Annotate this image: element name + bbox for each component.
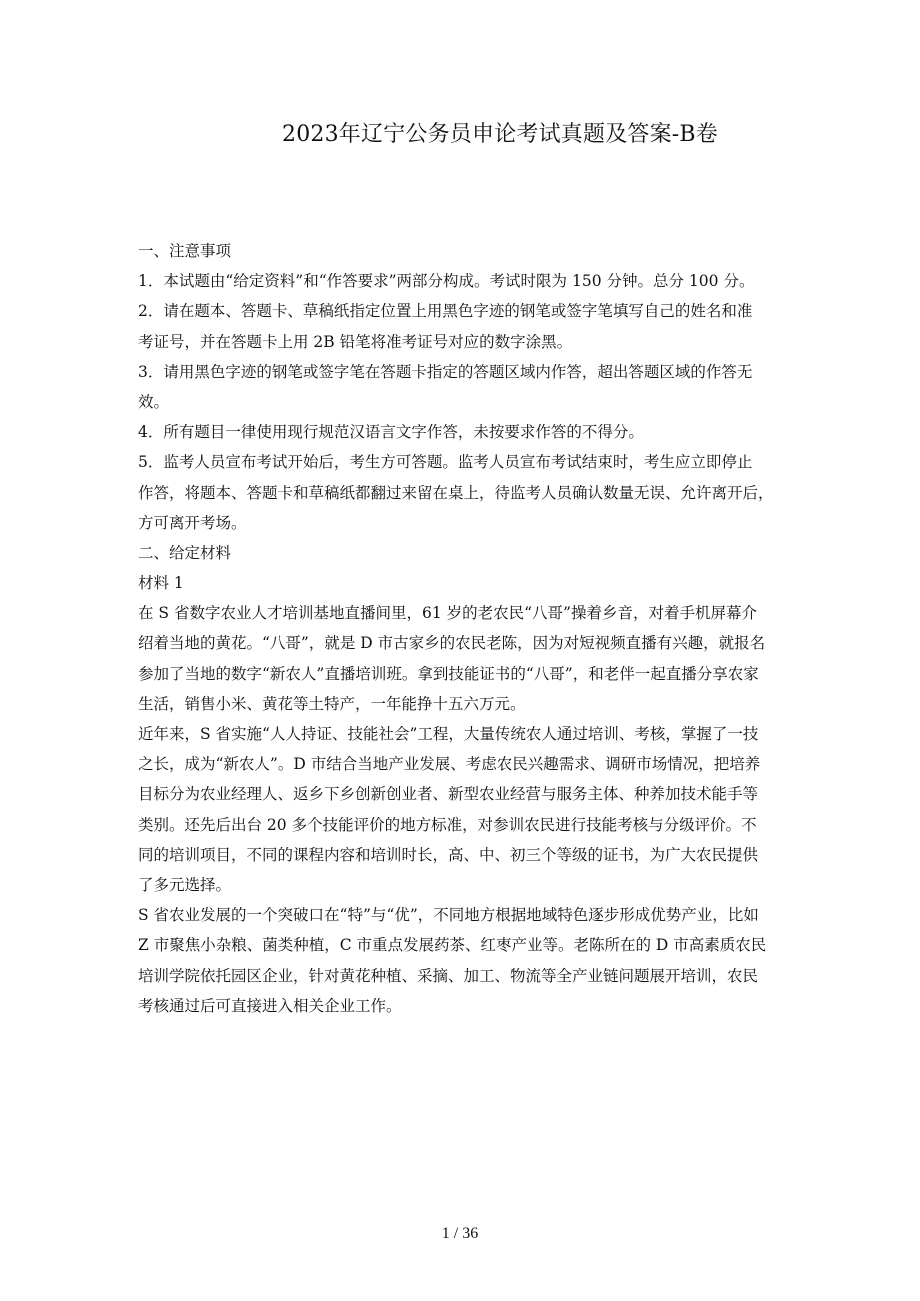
paragraph-line: 目标分为农业经理人、返乡下乡创新创业者、新型农业经营与服务主体、种养加技术能手等 [138,785,759,804]
section-heading: 一、注意事项 [138,242,232,260]
paragraph-line: 类别。还先后出台 20 多个技能评价的地方标准，对参训农民进行技能考核与分级评价。不 [138,815,757,834]
paragraph-line: Z 市聚焦小杂粮、菌类种植，C 市重点发展药茶、红枣产业等。老陈所在的 D 市高素质农民 [138,936,767,955]
notice-item: 2．请在题本、答题卡、草稿纸指定位置上用黑色字迹的钢笔或签字笔填写自己的姓名和准 [138,302,753,321]
material-label: 材料 1 [138,574,184,593]
paragraph-line: 绍着当地的黄花。“八哥”，就是 D 市古家乡的农民老陈，因为对短视频直播有兴趣，就报名 [138,634,766,653]
paragraph-line: 在 S 省数字农业人才培训基地直播间里，61 岁的老农民“八哥”操着乡音，对着手机屏幕介 [138,604,757,623]
notice-item-continuation: 考证号，并在答题卡上用 2B 铅笔将准考证号对应的数字涂黑。 [138,332,573,351]
notice-item: 5．监考人员宣布考试开始后，考生方可答题。监考人员宣布考试结束时，考生应立即停止 [138,453,753,472]
paragraph-line: 参加了当地的数字“新农人”直播培训班。拿到技能证书的“八哥”，和老伴一起直播分享农家 [138,664,759,683]
notice-item-continuation: 作答，将题本、答题卡和草稿纸都翻过来留在桌上，待监考人员确认数量无误、允许离开后， [138,483,774,502]
paragraph-line: 了多元选择。 [138,875,232,894]
notice-item: 1．本试题由“给定资料”和“作答要求”两部分构成。考试时限为 150 分钟。总分 100 分。 [138,272,755,291]
page-number: 1 / 36 [441,1225,479,1242]
paragraph-line: 近年来，S 省实施“人人持证、技能社会”工程，大量传统农人通过培训、考核，掌握了一技 [138,725,759,743]
notice-item: 4．所有题目一律使用现行规范汉语言文字作答，未按要求作答的不得分。 [138,423,644,442]
paragraph-line: 生活，销售小米、黄花等土特产，一年能挣十五六万元。 [138,694,526,713]
document-body [138,236,838,1021]
notice-item-continuation: 方可离开考场。 [138,513,247,532]
paragraph-line: S 省农业发展的一个突破口在“特”与“优”，不同地方根据地域特色逐步形成优势产业，比如 [138,906,759,925]
notice-item-continuation: 效。 [138,392,170,411]
paragraph-line: 考核通过后可直接进入相关企业工作。 [138,996,402,1015]
notice-item: 3．请用黑色字迹的钢笔或签字笔在答题卡指定的答题区域内作答，超出答题区域的作答无 [138,362,753,381]
paragraph-line: 之长，成为“新农人”。D 市结合当地产业发展、考虑农民兴趣需求、调研市场情况，把培养 [138,755,761,774]
document-title: 2023年辽宁公务员申论考试真题及答案-B卷 [282,122,718,147]
paragraph-line: 同的培训项目，不同的课程内容和培训时长，高、中、初三个等级的证书，为广大农民提供 [138,845,759,864]
paragraph-line: 培训学院依托园区企业，针对黄花种植、采摘、加工、物流等全产业链问题展开培训，农民 [138,966,759,985]
section-heading: 二、给定材料 [138,543,232,562]
